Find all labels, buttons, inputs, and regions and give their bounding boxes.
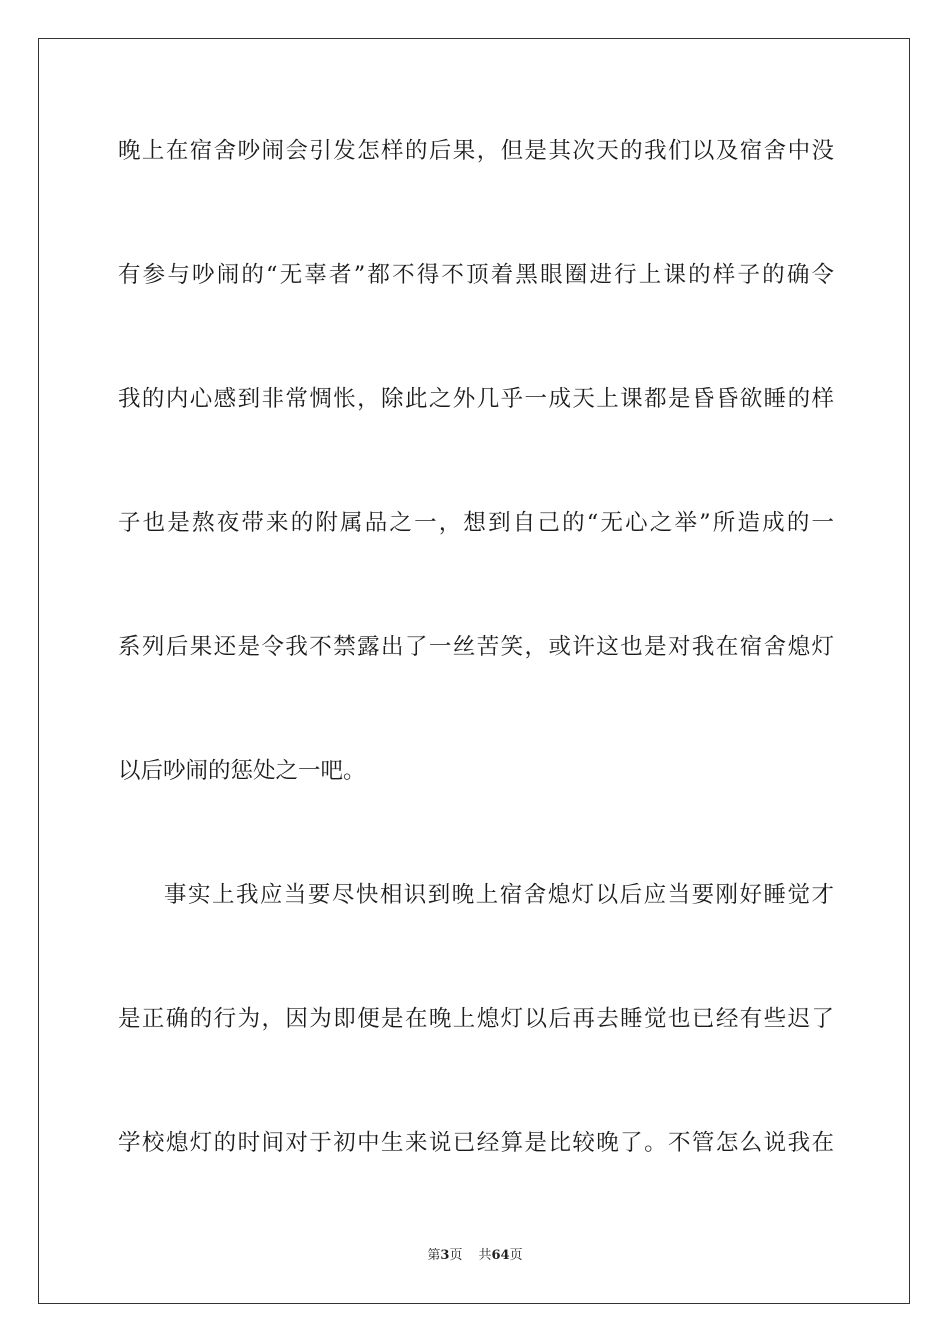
page-footer <box>0 1248 950 1264</box>
total-suffix: 页 <box>509 1248 523 1263</box>
body-line: 以后吵闹的惩处之一吧。 <box>118 758 366 784</box>
body-line: 子也是熬夜带来的附属品之一，想到自己的“无心之举”所造成的一 <box>118 510 834 536</box>
page-border <box>38 38 910 1304</box>
total-pages: 64 <box>491 1248 510 1263</box>
page-prefix: 第 <box>427 1248 441 1263</box>
page-number: 3 <box>440 1248 450 1263</box>
body-line: 是正确的行为，因为即便是在晚上熄灯以后再去睡觉也已经有些迟了 <box>118 1006 834 1032</box>
body-line: 我的内心感到非常惆怅，除此之外几乎一成天上课都是昏昏欲睡的样 <box>118 386 834 412</box>
body-line: 学校熄灯的时间对于初中生来说已经算是比较晚了。不管怎么说我在 <box>118 1130 834 1156</box>
total-prefix: 共 <box>478 1248 492 1263</box>
body-line: 晚上在宿舍吵闹会引发怎样的后果，但是其次天的我们以及宿舍中没 <box>118 138 834 164</box>
paragraph-first-line: 事实上我应当要尽快相识到晚上宿舍熄灯以后应当要刚好睡觉才 <box>164 882 834 908</box>
body-line: 有参与吵闹的“无辜者”都不得不顶着黑眼圈进行上课的样子的确令 <box>118 262 834 288</box>
page-suffix: 页 <box>449 1248 463 1263</box>
body-line: 系列后果还是令我不禁露出了一丝苦笑，或许这也是对我在宿舍熄灯 <box>118 634 834 660</box>
